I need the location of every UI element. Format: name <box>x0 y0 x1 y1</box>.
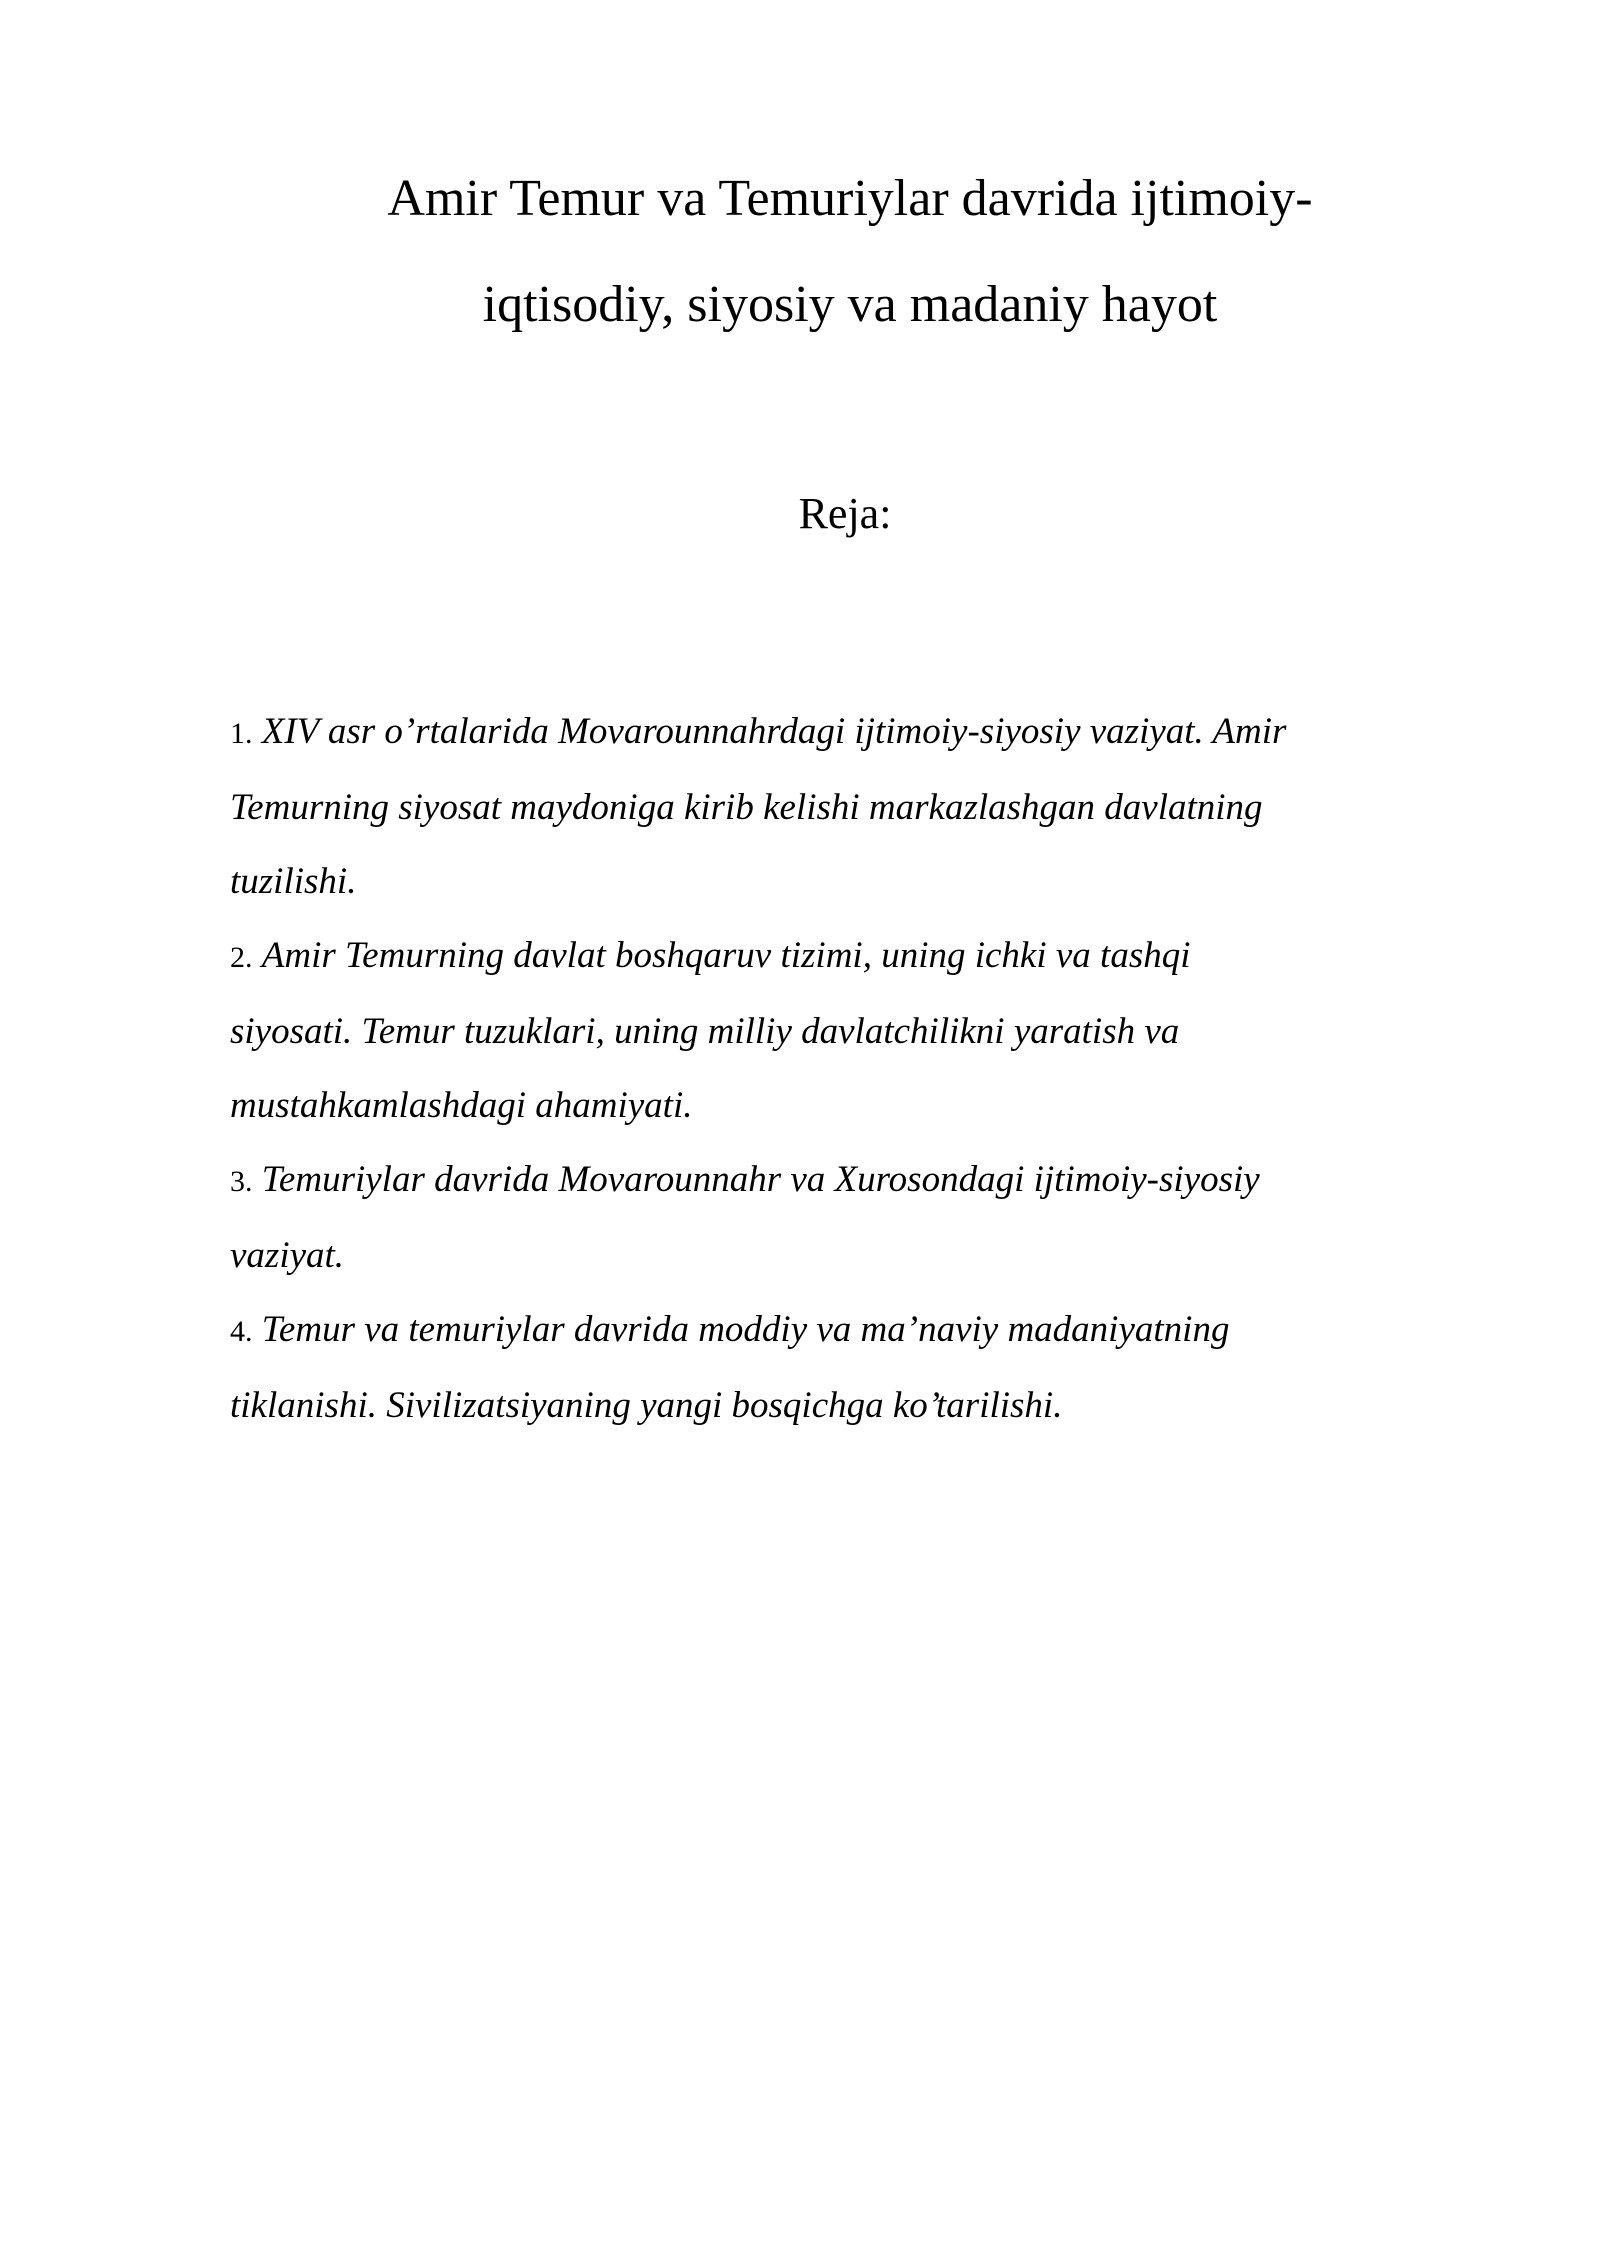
document-title <box>280 146 1420 358</box>
plan-item-line: siyosati. Temur tuzuklari, uning milliy davlatchilikni yaratish va <box>230 1011 1180 1052</box>
plan-item-number: 4. <box>230 1315 253 1348</box>
plan-item-text: Temuriylar davrida Movarounnahr va Xurosondagi ijtimoiy-siyosiy <box>261 1159 1260 1200</box>
plan-item-line: mustahkamlashdagi ahamiyati. <box>230 1085 693 1126</box>
plan-item-line <box>230 919 1490 995</box>
plan-item-line <box>230 1293 1490 1369</box>
plan-item-text: XIV asr o’rtalarida Movarounnahrdagi ijtimoiy-siyosiy vaziyat. Amir <box>261 711 1287 752</box>
plan-heading: Reja: <box>798 489 892 538</box>
plan-list <box>230 695 1490 1443</box>
plan-item-4 <box>230 1293 1490 1443</box>
plan-item-line: Temurning siyosat maydoniga kirib kelishi markazlashgan davlatning <box>230 787 1263 828</box>
plan-item-line: tiklanishi. Sivilizatsiyaning yangi bosqichga ko’tarilishi. <box>230 1385 1063 1426</box>
plan-item-number: 3. <box>230 1165 253 1198</box>
plan-item-line <box>230 1143 1490 1219</box>
title-line-1: Amir Temur va Temuriylar davrida ijtimoiy- <box>387 170 1313 227</box>
plan-item-3 <box>230 1143 1490 1293</box>
title-line-2: iqtisodiy, siyosiy va madaniy hayot <box>482 276 1218 333</box>
plan-item-1 <box>230 695 1490 919</box>
plan-item-number: 2. <box>230 941 253 974</box>
plan-item-line: tuzilishi. <box>230 861 357 902</box>
plan-item-line: vaziyat. <box>230 1235 345 1276</box>
plan-item-number: 1. <box>230 717 253 750</box>
plan-item-2 <box>230 919 1490 1143</box>
plan-item-line <box>230 695 1490 771</box>
plan-item-text: Amir Temurning davlat boshqaruv tizimi, uning ichki va tashqi <box>261 935 1191 976</box>
plan-item-text: Temur va temuriylar davrida moddiy va ma’naviy madaniyatning <box>261 1309 1230 1350</box>
